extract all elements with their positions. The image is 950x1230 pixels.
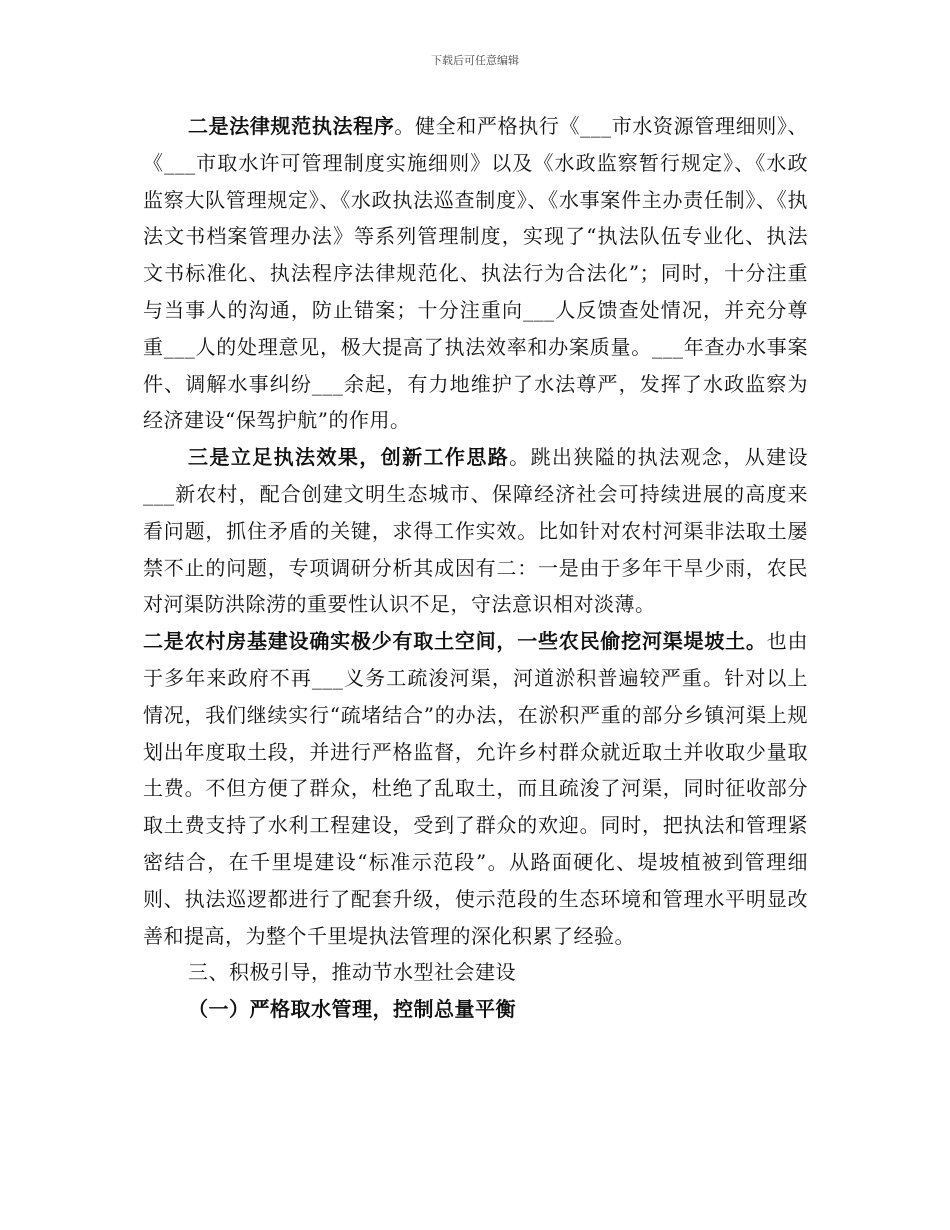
paragraph-enforcement-effect xyxy=(143,439,808,623)
page-header: 下载后可任意编辑 xyxy=(431,54,519,67)
paragraph-rural-housing xyxy=(143,623,808,954)
paragraph-lead: 二是法律规范执法程序 xyxy=(188,114,395,138)
paragraph-lead: 三是立足执法效果，创新工作思路 xyxy=(188,445,510,470)
subsection-heading: （一）严格取水管理，控制总量平衡 xyxy=(188,997,516,1022)
paragraph-text: 。健全和严格执行《___市水资源管理细则》、《___市取水许可管理制度实施细则》以及《水政监察暂行规定》、《水政监察大队管理规定》、《水政执法巡查制度》、《水事案件主办责任制》、《执法文书档案管理办法》等系列管理制度，实现了“执法队伍专业化、执法文书标准化、执法程序法律规范化、执法行为合法化”；同时，十分注重与当事人的沟通，防止错案；十分注重向___人反馈查处情况，并充分尊重___人的处理意见，极大提高了执法效率和办案质量。___年查办水事案件、调解水事纠纷___余起，有力地维护了水法尊严，发挥了水政监察为经济建设“保驾护航”的作用。 xyxy=(143,114,809,433)
paragraph-text: 也由于多年来政府不再___义务工疏浚河渠，河道淤积普遍较严重。针对以上情况，我们继续实行“疏堵结合”的办法，在淤积严重的部分乡镇河渠上规划出年度取土段，并进行严格监督，允许乡村群众就近取土并收取少量取土费。不但方便了群众，杜绝了乱取土，而且疏浚了河渠，同时征收部分取土费支持了水利工程建设，受到了群众的欢迎。同时，把执法和管理紧密结合，在千里堤建设“标准示范段”。从路面硬化、堤坡植被到管理细则、执法巡逻都进行了配套升级，使示范段的生态环境和管理水平明显改善和提高，为整个千里堤执法管理的深化积累了经验。 xyxy=(143,629,809,948)
paragraph-law-procedure xyxy=(143,108,808,439)
paragraph-lead: 二是农村房基建设确实极少有取土空间，一些农民偷挖河渠堤坡土。 xyxy=(143,629,767,654)
section-heading: 三、积极引导，推动节水型社会建设 xyxy=(188,960,516,985)
document-body xyxy=(143,108,808,1028)
paragraph-text: 。跳出狭隘的执法观念，从建设___新农村，配合创建文明生态城市、保障经济社会可持续进展的高度来看问题，抓住矛盾的关键，求得工作实效。比如针对农村河渠非法取土屡禁不止的问题，专项调研分析其成因有二：一是由于多年干旱少雨，农民对河渠防洪除涝的重要性认识不足，守法意识相对淡薄。 xyxy=(143,445,809,617)
